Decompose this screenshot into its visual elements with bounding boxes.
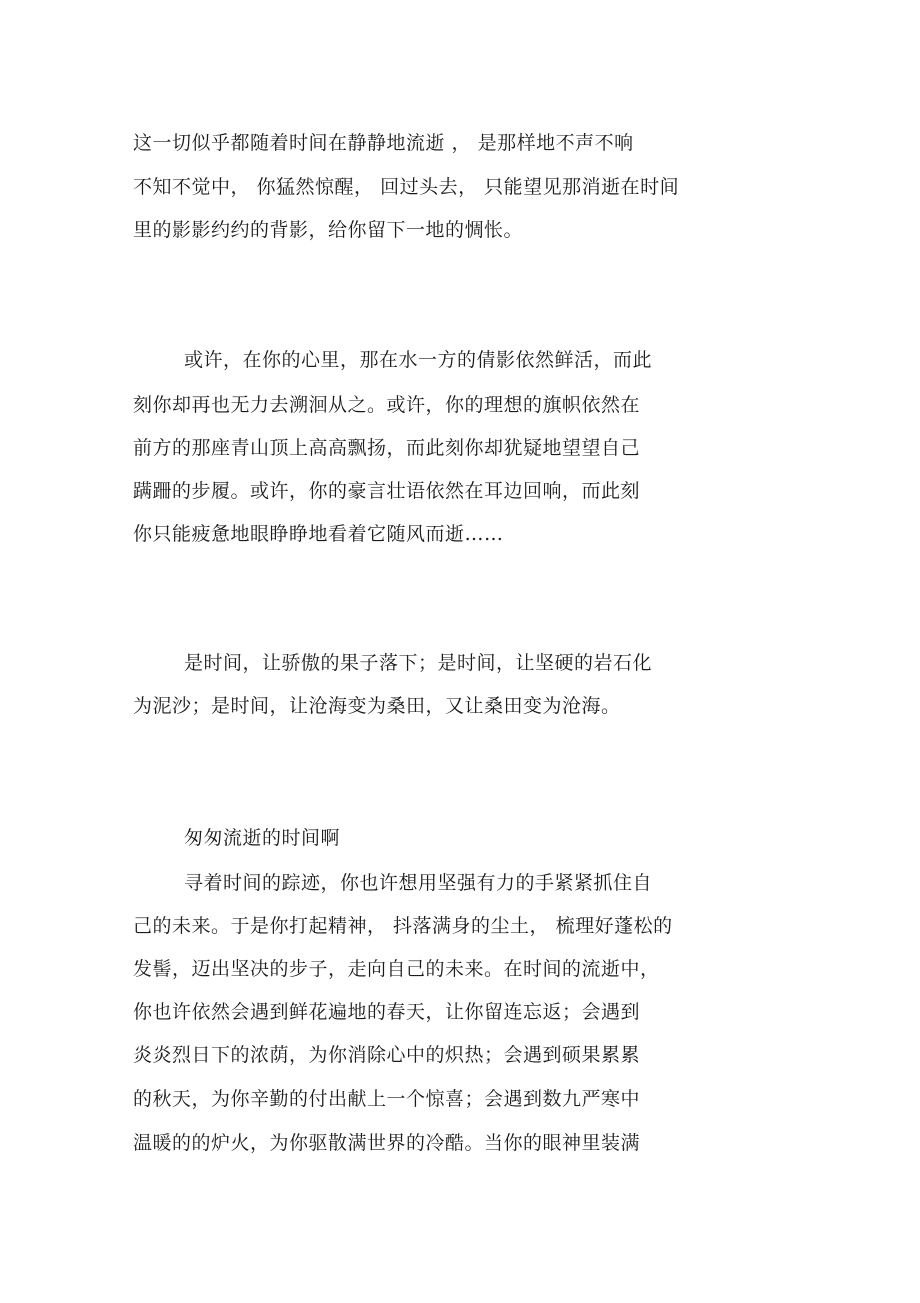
text-line: 这一切似乎都随着时间在静静地流逝 ， 是那样地不声不响 [133,132,634,154]
text-line: 里的影影约约的背影，给你留下一地的惆怅。 [133,219,524,241]
text-line: 温暖的的炉火，为你驱散满世界的冷酷。当你的眼神里装满 [133,1132,641,1154]
text-line: 前方的那座青山顶上高高飘扬，而此刻你却犹疑地望望自己 [133,437,641,459]
text-line: 是时间，让骄傲的果子落下；是时间，让坚硬的岩石化 [184,652,653,674]
text-line: 蹒跚的步履。或许，你的豪言壮语依然在耳边回响，而此刻 [133,480,641,502]
text-line: 不知不觉中， 你猛然惊醒， 回过头去， 只能望见那消逝在时间 [133,176,680,198]
text-line: 炎炎烈日下的浓荫，为你消除心中的炽热；会遇到硕果累累 [133,1044,641,1066]
text-line: 发髻，迈出坚决的步子，走向自己的未来。在时间的流逝中， [133,958,660,980]
text-line: 为泥沙；是时间，让沧海变为桑田，又让桑田变为沧海。 [133,695,621,717]
text-line: 己的未来。于是你打起精神， 抖落满身的尘土， 梳理好蓬松的 [133,915,673,937]
text-line: 刻你却再也无力去溯洄从之。或许，你的理想的旗帜依然在 [133,394,641,416]
text-line: 匆匆流逝的时间啊 [184,827,341,849]
text-line: 你也许依然会遇到鲜花遍地的春天，让你留连忘返；会遇到 [133,1001,641,1023]
text-line: 的秋天，为你辛勤的付出献上一个惊喜；会遇到数九严寒中 [133,1088,641,1110]
text-line: 寻着时间的踪迹，你也许想用坚强有力的手紧紧抓住自 [184,872,653,894]
text-line: 你只能疲惫地眼睁睁地看着它随风而逝…… [133,523,504,545]
text-line: 或许，在你的心里，那在水一方的倩影依然鲜活，而此 [184,349,653,371]
